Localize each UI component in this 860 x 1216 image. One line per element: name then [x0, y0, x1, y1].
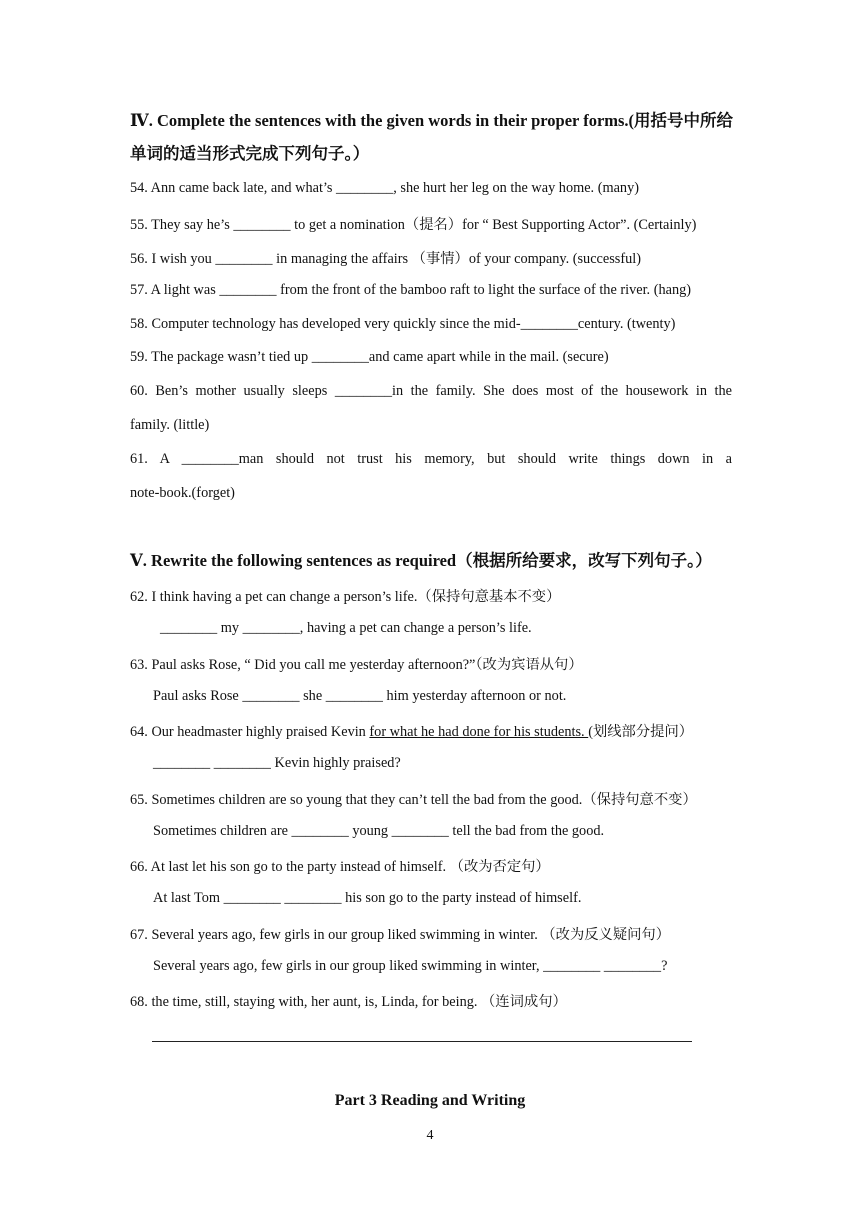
question-68: 68. the time, still, staying with, her aunt, is, Linda, for being. （连词成句） [130, 994, 567, 1010]
page-number: 4 [426, 1128, 434, 1143]
question-64-prefix: 64. Our headmaster highly praised Kevin [130, 724, 370, 740]
answer-66: At last Tom ________ ________ his son go to the party instead of himself. [153, 890, 582, 906]
question-56: 56. I wish you ________ in managing the affairs （事情）of your company. (successful) [130, 251, 642, 267]
answer-64: ________ ________ Kevin highly praised? [153, 755, 401, 771]
answer-62: ________ my ________, having a pet can change a person’s life. [160, 620, 532, 636]
answer-65: Sometimes children are ________ young ________ tell the bad from the good. [153, 823, 605, 839]
answer-68-blank-line [152, 1041, 692, 1042]
question-64 [130, 721, 732, 741]
part-3-title: Part 3 Reading and Writing [334, 1092, 526, 1109]
question-61-line-2: note-book.(forget) [130, 485, 235, 501]
question-64-underlined: for what he had done for his students. [369, 724, 589, 740]
question-65: 65. Sometimes children are so young that they can’t tell the bad from the good.（保持句意不变） [130, 792, 697, 808]
section-5-heading: Ⅴ. Rewrite the following sentences as required（根据所给要求，改写下列句子。） [130, 551, 712, 570]
question-67: 67. Several years ago, few girls in our group liked swimming in winter. （改为反义疑问句） [130, 927, 671, 943]
question-55: 55. They say he’s ________ to get a nomination（提名）for “ Best Supporting Actor”. (Certainly) [130, 217, 697, 233]
question-66: 66. At last let his son go to the party instead of himself. （改为否定句） [130, 859, 550, 875]
section-4-heading: Ⅳ. Complete the sentences with the given words in their proper forms.(用括号中所给单词的适当形式完成下列句子。） [130, 111, 734, 163]
question-54: 54. Ann came back late, and what’s ________, she hurt her leg on the way home. (many) [130, 180, 639, 196]
answer-63: Paul asks Rose ________ she ________ him yesterday afternoon or not. [153, 688, 567, 704]
question-57: 57. A light was ________ from the front of the bamboo raft to light the surface of the river. (hang) [130, 282, 692, 298]
question-60-line-2: family. (little) [130, 417, 210, 433]
question-60-line-1: 60. Ben’s mother usually sleeps ________in the family. She does most of the housework in the [130, 383, 732, 399]
question-59: 59. The package wasn’t tied up ________and came apart while in the mail. (secure) [130, 349, 609, 365]
answer-67: Several years ago, few girls in our group liked swimming in winter, ________ ________? [153, 958, 668, 974]
question-63: 63. Paul asks Rose, “ Did you call me yesterday afternoon?”（改为宾语从句） [130, 657, 583, 673]
question-62: 62. I think having a pet can change a person’s life.（保持句意基本不变） [130, 589, 561, 605]
question-58: 58. Computer technology has developed very quickly since the mid-________century. (twenty) [130, 316, 676, 332]
question-61-line-1: 61. A ________man should not trust his memory, but should write things down in a [130, 451, 732, 467]
question-64-suffix: (划线部分提问） [588, 724, 694, 740]
